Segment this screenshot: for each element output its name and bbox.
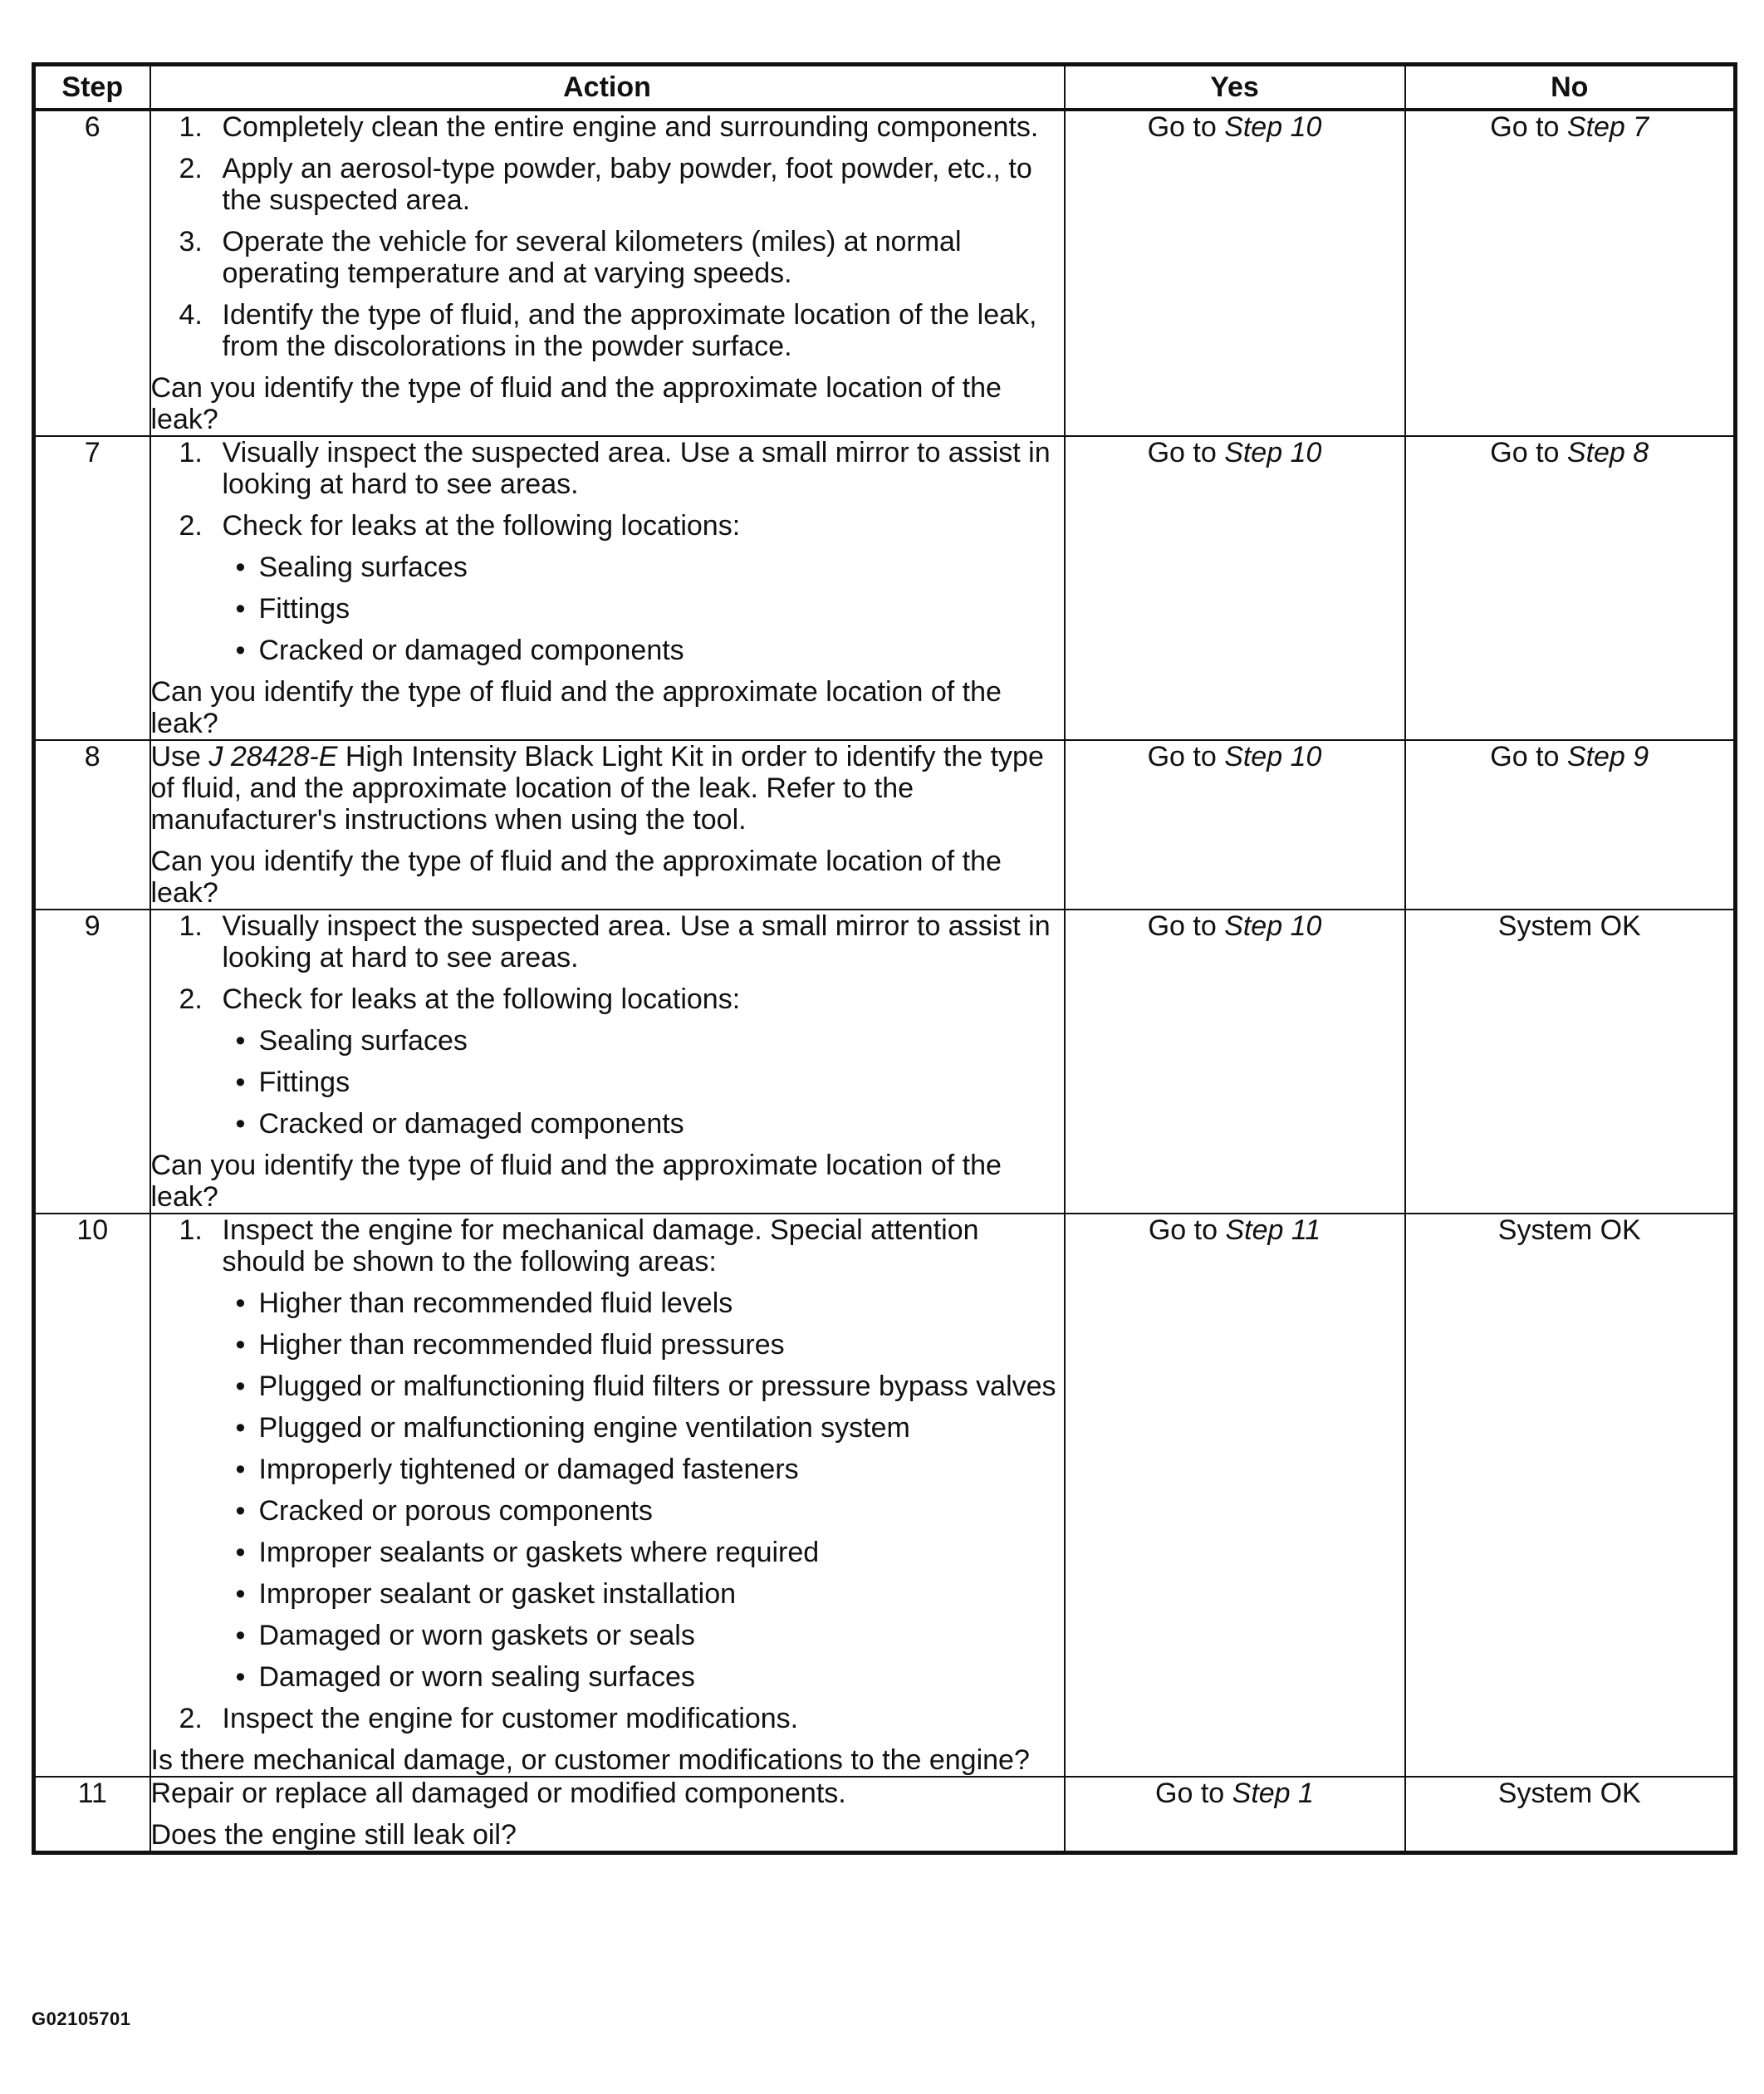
bullet-item: • Higher than recommended fluid levels: [151, 1287, 1064, 1319]
yes-result: Go to Step 10: [1065, 740, 1405, 910]
step-reference: Step 10: [1224, 437, 1322, 468]
header-no: No: [1405, 65, 1736, 110]
list-item: 1. Visually inspect the suspected area. Use a small mirror to assist in looking at hard to see areas.: [179, 910, 1051, 973]
step-number: 9: [34, 910, 150, 1214]
bullet-list: [151, 1025, 1064, 1140]
header-step: Step: [34, 65, 150, 110]
bullet-item: • Fittings: [151, 1067, 1064, 1098]
step-number: 7: [34, 436, 150, 740]
action-cell: [150, 1777, 1065, 1853]
bullet-item: • Sealing surfaces: [151, 552, 1064, 583]
question: Can you identify the type of fluid and the approximate location of the leak?: [150, 1150, 1002, 1213]
question: Can you identify the type of fluid and the approximate location of the leak?: [150, 846, 1002, 909]
yes-result: Go to Step 10: [1065, 910, 1405, 1214]
bullet-item: • Improperly tightened or damaged fasteners: [151, 1454, 1064, 1485]
bullet-list: [151, 1287, 1064, 1693]
action-cell: [150, 110, 1065, 436]
header-yes: Yes: [1065, 65, 1405, 110]
table-row: [34, 110, 1736, 436]
table-row: [34, 910, 1736, 1214]
step-reference: Step 10: [1224, 741, 1322, 772]
bullet-list: [151, 552, 1064, 666]
bullet-item: • Plugged or malfunctioning fluid filters or pressure bypass valves: [151, 1371, 1064, 1402]
question: Can you identify the type of fluid and the approximate location of the leak?: [150, 676, 1002, 739]
step-reference: Step 9: [1566, 741, 1649, 772]
numbered-list: [151, 1214, 1064, 1734]
bullet-item: • Improper sealants or gaskets where required: [151, 1537, 1064, 1568]
figure-id: G02105701: [32, 2008, 131, 2029]
step-number: 11: [34, 1777, 150, 1853]
yes-result: Go to Step 10: [1065, 110, 1405, 436]
bullet-item: • Cracked or porous components: [151, 1495, 1064, 1527]
table-row: [34, 1777, 1736, 1853]
no-result: System OK: [1405, 910, 1736, 1214]
list-item: 2. Inspect the engine for customer modifications.: [179, 1703, 799, 1734]
header-action: Action: [150, 65, 1065, 110]
list-item: 2. Check for leaks at the following locations: • Sealing surfaces • Fittings • Cracked or damaged components: [151, 510, 1064, 666]
action-cell: [150, 740, 1065, 910]
table-row: [34, 1214, 1736, 1777]
bullet-item: • Improper sealant or gasket installation: [151, 1578, 1064, 1610]
no-result: System OK: [1405, 1214, 1736, 1777]
table-row: [34, 740, 1736, 910]
diagnostic-table-container: [32, 62, 1733, 1855]
yes-result: Go to Step 11: [1065, 1214, 1405, 1777]
bullet-item: • Fittings: [151, 593, 1064, 625]
instruction-text: Use J 28428-E High Intensity Black Light Kit in order to identify the type of fluid, and the approximate location of the leak. Refer to the manufacturer's instructions when using the tool.: [150, 741, 1044, 836]
step-reference: Step 11: [1225, 1214, 1321, 1246]
step-reference: Step 10: [1224, 910, 1322, 942]
step-reference: Step 7: [1566, 111, 1649, 143]
no-result: Go to Step 7: [1405, 110, 1736, 436]
action-cell: [150, 910, 1065, 1214]
bullet-item: • Damaged or worn sealing surfaces: [151, 1661, 1064, 1693]
numbered-list: [151, 437, 1064, 666]
action-cell: [150, 1214, 1065, 1777]
list-item: 3. Operate the vehicle for several kilometers (miles) at normal operating temperature and at varying speeds.: [179, 226, 962, 289]
list-item: 2. Apply an aerosol-type powder, baby powder, foot powder, etc., to the suspected area.: [179, 153, 1032, 216]
step-reference: Step 8: [1566, 437, 1649, 468]
list-item: 1. Visually inspect the suspected area. Use a small mirror to assist in looking at hard to see areas.: [179, 437, 1051, 500]
yes-result: Go to Step 10: [1065, 436, 1405, 740]
bullet-item: • Plugged or malfunctioning engine ventilation system: [151, 1412, 1064, 1444]
no-result: Go to Step 8: [1405, 436, 1736, 740]
diagnostic-table: [32, 62, 1737, 1855]
action-cell: [150, 436, 1065, 740]
no-result: Go to Step 9: [1405, 740, 1736, 910]
question: Does the engine still leak oil?: [150, 1819, 517, 1851]
tool-number: J 28428-E: [208, 741, 338, 772]
bullet-item: • Cracked or damaged components: [151, 1108, 1064, 1140]
header-row: [34, 65, 1736, 110]
bullet-item: • Sealing surfaces: [151, 1025, 1064, 1057]
list-item: 1. Inspect the engine for mechanical damage. Special attention should be shown to the following areas: • Higher than recommended fluid levels • Higher than recommended fluid pressures • Plugged or malfunctioning fluid filters or pressure bypass valves • Plugged or malfunctioning engine ventilation system • Improperly tightened or damaged fasteners • Cracked or porous components • Improper sealants or gaskets where required • Improper sealant or gasket installation • Damaged or worn gaskets or seals • Damaged or worn sealing surfaces: [151, 1214, 1064, 1693]
numbered-list: [151, 910, 1064, 1140]
step-reference: Step 10: [1224, 111, 1322, 143]
list-item: 1. Completely clean the entire engine and surrounding components.: [179, 111, 1039, 143]
bullet-item: • Cracked or damaged components: [151, 635, 1064, 666]
question: Can you identify the type of fluid and the approximate location of the leak?: [150, 372, 1002, 435]
step-reference: Step 1: [1232, 1778, 1314, 1809]
bullet-item: • Damaged or worn gaskets or seals: [151, 1620, 1064, 1651]
step-number: 10: [34, 1214, 150, 1777]
question: Is there mechanical damage, or customer modifications to the engine?: [150, 1744, 1030, 1776]
table-row: [34, 436, 1736, 740]
numbered-list: [151, 111, 1064, 362]
yes-result: Go to Step 1: [1065, 1777, 1405, 1853]
step-number: 8: [34, 740, 150, 910]
instruction-text: Repair or replace all damaged or modified components.: [150, 1778, 846, 1809]
list-item: 4. Identify the type of fluid, and the approximate location of the leak, from the discolorations in the powder surface.: [179, 299, 1037, 362]
list-item: 2. Check for leaks at the following locations: • Sealing surfaces • Fittings • Cracked or damaged components: [151, 983, 1064, 1140]
no-result: System OK: [1405, 1777, 1736, 1853]
step-number: 6: [34, 110, 150, 436]
bullet-item: • Higher than recommended fluid pressures: [151, 1329, 1064, 1361]
